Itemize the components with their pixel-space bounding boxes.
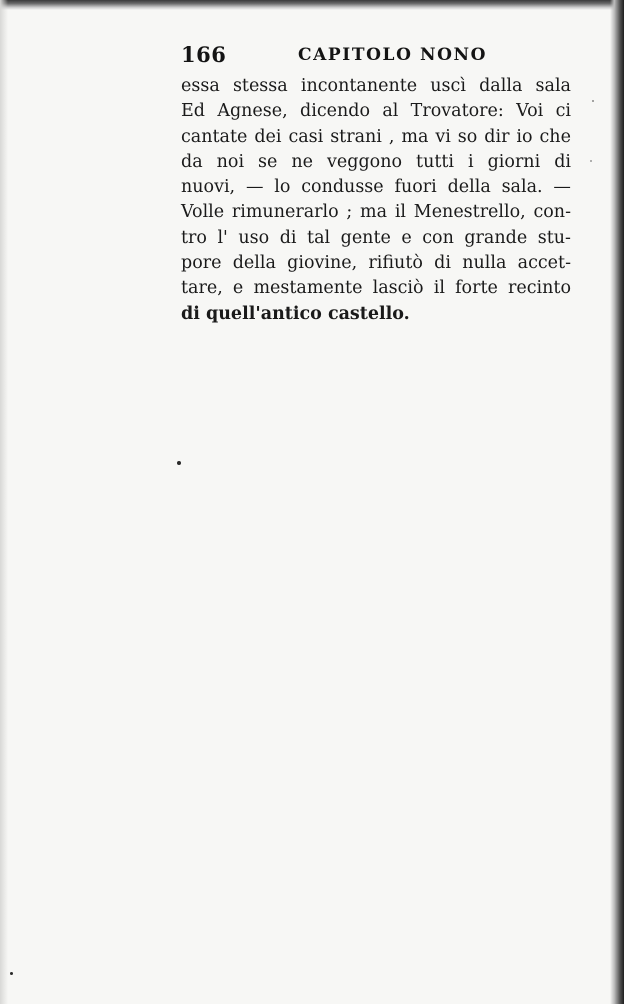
word: lo [274, 177, 291, 198]
scan-speck [590, 160, 592, 162]
text-line [181, 200, 571, 225]
word: ne [291, 151, 314, 172]
word: nuovi, [181, 177, 236, 198]
word: Volle [181, 202, 225, 223]
word: vi [435, 126, 451, 147]
word: cantate [181, 126, 248, 147]
word: so [457, 126, 478, 147]
word: Voi [516, 101, 544, 122]
word: di [434, 253, 451, 274]
word: uscì [430, 76, 466, 96]
word: e [232, 278, 244, 299]
word: stu- [537, 227, 571, 248]
word: tro [181, 227, 207, 248]
word: rimunerarlo [231, 202, 339, 223]
word: Trovatore: [410, 101, 504, 122]
word: , [388, 126, 395, 147]
text-line [181, 125, 571, 150]
text-line [181, 302, 571, 327]
word: io [516, 126, 533, 147]
page-header [181, 42, 576, 72]
word: i [468, 151, 474, 172]
word: di [554, 151, 571, 172]
text-line [181, 150, 571, 175]
running-title: CAPITOLO NONO [298, 45, 488, 65]
word: accet- [517, 253, 571, 274]
word: pore [181, 253, 222, 274]
word: condusse [301, 177, 384, 198]
scan-speck [10, 972, 13, 975]
word: gente [340, 227, 391, 248]
word: sala. [501, 177, 543, 198]
word: — [245, 177, 264, 198]
word: al [382, 101, 399, 122]
word: ma [401, 126, 429, 147]
word: ci [555, 101, 571, 122]
scan-speck [177, 461, 181, 465]
body-text [181, 74, 571, 327]
text-line [181, 175, 571, 200]
word: dalla [479, 76, 523, 96]
word: se [258, 151, 278, 172]
word: incontanente [300, 76, 418, 96]
scan-top-edge [0, 0, 624, 10]
text-line [181, 74, 571, 99]
scan-left-edge [0, 0, 8, 1004]
word: rifiutò [368, 253, 423, 274]
word: uso [238, 227, 270, 248]
scan-speck [592, 100, 594, 102]
word: della [232, 253, 276, 274]
word: con- [533, 202, 571, 223]
word: dicendo [300, 101, 370, 122]
word: sala [535, 76, 571, 96]
word: forte [455, 278, 498, 299]
word: grande [464, 227, 528, 248]
word: il [394, 202, 407, 223]
word: casi [288, 126, 324, 147]
word: giorni [487, 151, 541, 172]
scan-right-edge [610, 0, 624, 1004]
text-line [181, 99, 571, 124]
word: da [181, 151, 203, 172]
word: noi [216, 151, 245, 172]
word: che [539, 126, 571, 147]
word: Ed [181, 101, 205, 122]
text-line [181, 276, 571, 301]
word: essa [181, 76, 220, 96]
word: giovine, [287, 253, 358, 274]
word: tal [307, 227, 331, 248]
word: ; [346, 202, 353, 223]
word: lasciò [372, 278, 424, 299]
page-number: 166 [181, 42, 227, 67]
word: dir [484, 126, 510, 147]
word: strani [330, 126, 382, 147]
text-line [181, 226, 571, 251]
word: ma [360, 202, 388, 223]
text-line [181, 251, 571, 276]
word: fuori [394, 177, 437, 198]
word: mestamente [253, 278, 363, 299]
word: recinto [508, 278, 571, 299]
word: veggono [327, 151, 403, 172]
word: di [279, 227, 297, 248]
word: Agnese, [217, 101, 288, 122]
word: e [401, 227, 412, 248]
word: tare, [181, 278, 223, 299]
word: nulla [462, 253, 507, 274]
word: con [422, 227, 454, 248]
word: di quell'antico castello. [181, 303, 410, 324]
word: della [447, 177, 491, 198]
word: tutti [416, 151, 454, 172]
word: — [553, 177, 571, 198]
word: stessa [232, 76, 288, 96]
word: Menestrello, [413, 202, 526, 223]
word: dei [254, 126, 282, 147]
word: l' [217, 227, 228, 248]
word: il [433, 278, 445, 299]
